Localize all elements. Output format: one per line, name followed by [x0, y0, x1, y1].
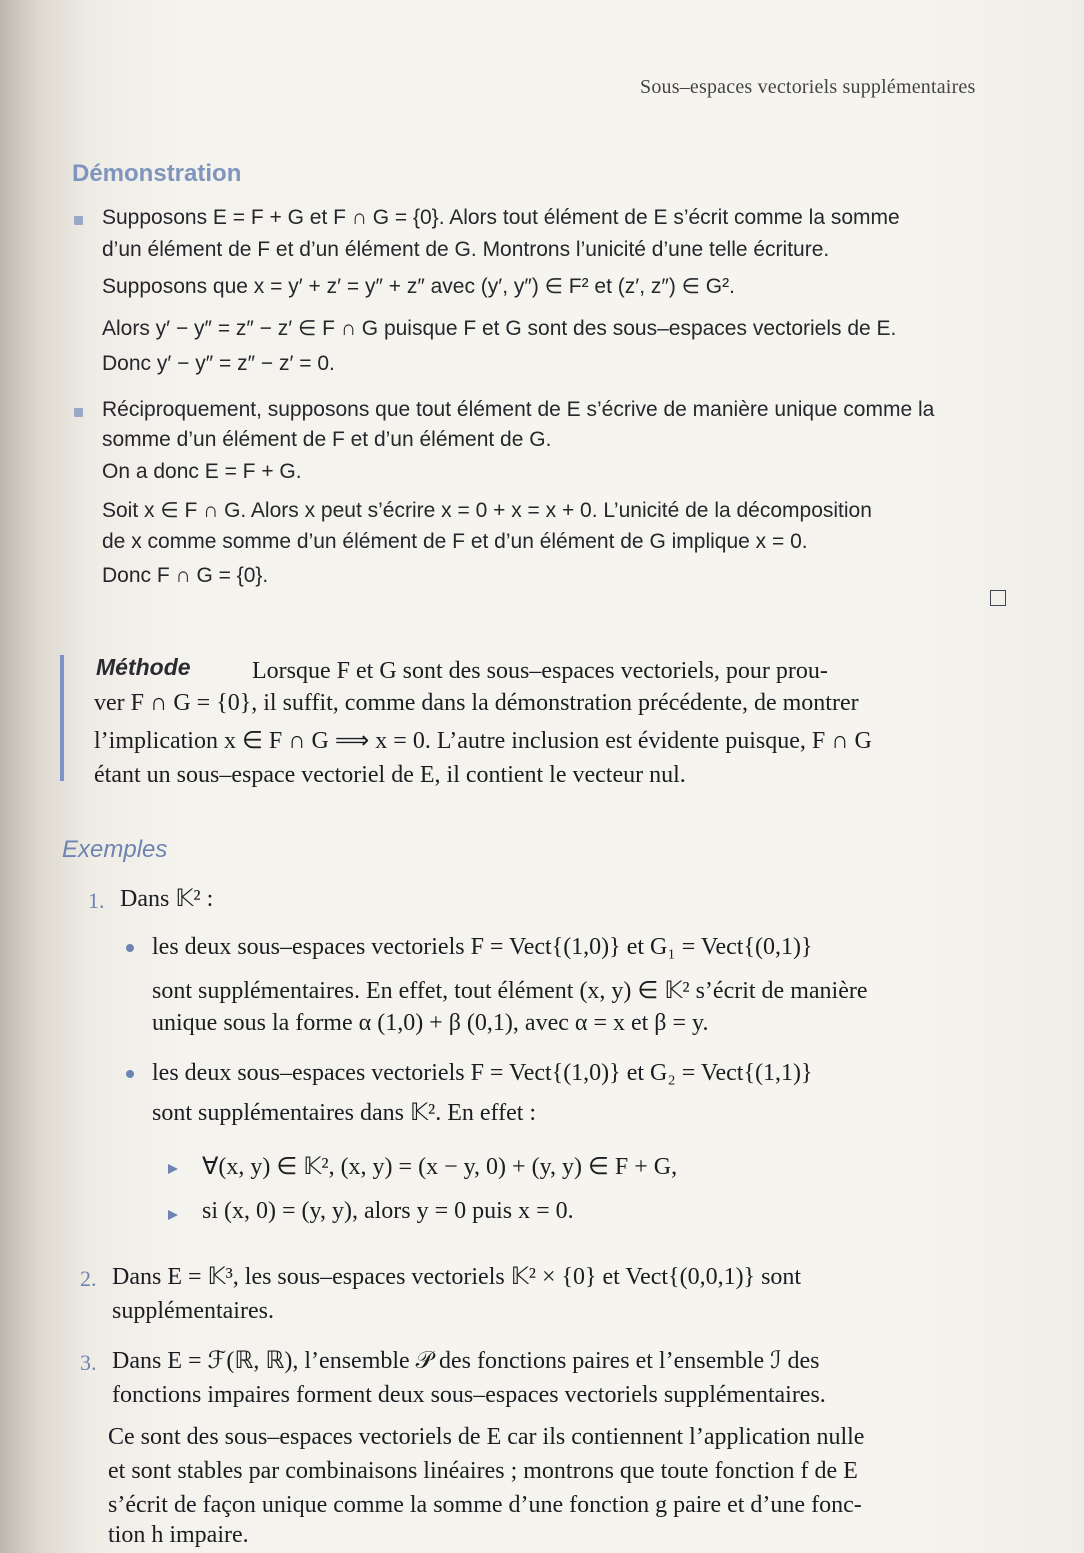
demo-line-10: de x comme somme d’un élément de F et d’un élément de G implique x = 0. [102, 530, 808, 553]
example-2-line-2: supplémentaires. [112, 1298, 274, 1324]
demo-line-2: d’un élément de F et d’un élément de G. Montrons l’unicité d’une telle écriture. [102, 238, 830, 261]
demonstration-title: Démonstration [72, 160, 242, 187]
example-1-bullet-2-icon [126, 1070, 134, 1078]
example-1-b2-line-1: les deux sous–espaces vectoriels F = Vect{(1,0)} et G₂ = Vect{(1,1)} [152, 1060, 813, 1086]
example-3-number: 3. [80, 1350, 97, 1375]
example-3-line-3: Ce sont des sous–espaces vectoriels de E car ils contiennent l’application nulle [108, 1424, 865, 1450]
example-2-number: 2. [80, 1266, 97, 1291]
example-3-line-2: fonctions impaires forment deux sous–espaces vectoriels supplémentaires. [112, 1382, 826, 1408]
sub-arrow-1-icon [168, 1164, 178, 1174]
example-1-intro: Dans 𝕂² : [120, 886, 214, 912]
example-3-line-6: tion h impaire. [108, 1522, 249, 1548]
example-1-b1-line-2: sont supplémentaires. En effet, tout élément (x, y) ∈ 𝕂² s’écrit de manière [152, 978, 868, 1004]
example-1-b1-line-1: les deux sous–espaces vectoriels F = Vect{(1,0)} et G₁ = Vect{(0,1)} [152, 934, 813, 960]
running-head: Sous–espaces vectoriels supplémentaires [640, 76, 976, 98]
method-line-1: Lorsque F et G sont des sous–espaces vectoriels, pour prou- [252, 658, 828, 684]
demo-bullet-2 [74, 408, 83, 417]
method-sidebar-bar [60, 655, 64, 781]
demo-bullet-1 [74, 216, 83, 225]
example-1-sub-2: si (x, 0) = (y, y), alors y = 0 puis x = 0. [202, 1198, 574, 1224]
example-1-b1-line-3: unique sous la forme α (1,0) + β (0,1), avec α = x et β = y. [152, 1010, 709, 1036]
method-line-3: l’implication x ∈ F ∩ G ⟹ x = 0. L’autre inclusion est évidente puisque, F ∩ G [94, 728, 872, 754]
example-1-sub-1: ∀(x, y) ∈ 𝕂², (x, y) = (x − y, 0) + (y, y) ∈ F + G, [202, 1154, 678, 1180]
demo-line-11: Donc F ∩ G = {0}. [102, 564, 269, 587]
example-1-b2-line-2: sont supplémentaires dans 𝕂². En effet : [152, 1100, 537, 1126]
method-label: Méthode [96, 654, 191, 680]
demo-line-8: On a donc E = F + G. [102, 460, 302, 483]
demo-line-4: Alors y′ − y″ = z″ − z′ ∈ F ∩ G puisque F et G sont des sous–espaces vectoriels de E. [102, 317, 897, 340]
qed-square-icon [990, 590, 1006, 606]
demo-line-1: Supposons E = F + G et F ∩ G = {0}. Alors tout élément de E s’écrit comme la somme [102, 206, 900, 229]
example-3-line-4: et sont stables par combinaisons linéaires ; montrons que toute fonction f de E [108, 1458, 858, 1484]
demo-line-6: Réciproquement, supposons que tout élément de E s’écrive de manière unique comme la [102, 398, 935, 421]
demo-line-3: Supposons que x = y′ + z′ = y″ + z″ avec (y′, y″) ∈ F² et (z′, z″) ∈ G². [102, 275, 735, 298]
demo-line-9: Soit x ∈ F ∩ G. Alors x peut s’écrire x = 0 + x = x + 0. L’unicité de la décomposition [102, 499, 872, 522]
example-1-number: 1. [88, 888, 105, 913]
example-3-line-5: s’écrit de façon unique comme la somme d’une fonction g paire et d’une fonc- [108, 1492, 862, 1518]
example-3-line-1: Dans E = ℱ(ℝ, ℝ), l’ensemble 𝒫 des fonctions paires et l’ensemble ℐ des [112, 1348, 820, 1374]
demo-line-7: somme d’un élément de F et d’un élément de G. [102, 428, 552, 451]
method-line-2: ver F ∩ G = {0}, il suffit, comme dans la démonstration précédente, de montrer [94, 690, 859, 716]
method-line-4: étant un sous–espace vectoriel de E, il contient le vecteur nul. [94, 762, 686, 788]
sub-arrow-2-icon [168, 1210, 178, 1220]
demo-line-5: Donc y′ − y″ = z″ − z′ = 0. [102, 352, 335, 375]
examples-title: Exemples [62, 836, 168, 863]
example-1-bullet-1-icon [126, 944, 134, 952]
example-2-line-1: Dans E = 𝕂³, les sous–espaces vectoriels 𝕂² × {0} et Vect{(0,0,1)} sont [112, 1264, 802, 1290]
